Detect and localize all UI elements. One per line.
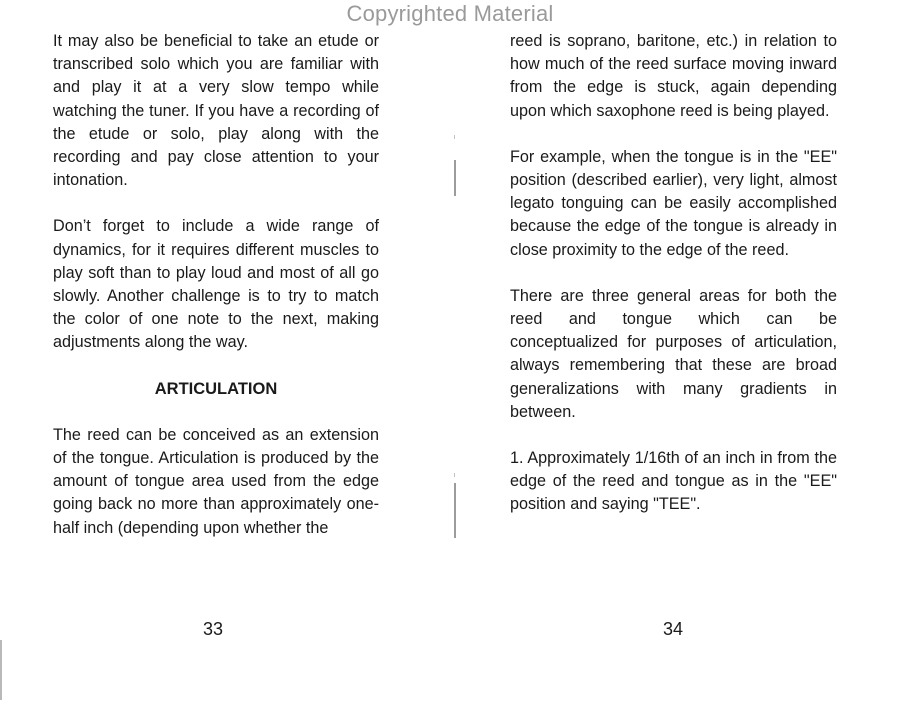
page-number-right: 34 — [663, 619, 684, 639]
left-paragraph-2: Don’t forget to include a wide range of dynamics, for it requires different muscles to play soft than to play loud and most of all go slowly. Another challenge is to try to match the color of one note to the next, making adjustments along the way. — [53, 217, 379, 352]
page-number-left: 33 — [203, 619, 224, 639]
gutter-dot-mark — [454, 473, 455, 477]
right-paragraph-1: reed is soprano, baritone, etc.) in relation to how much of the reed surface moving inward from the edge is stuck, again depending upon which saxophone reed is being played. — [510, 32, 837, 120]
right-paragraph-2: For example, when the tongue is in the "EE" position (described earlier), very light, almost legato tonguing can be easily accomplished because the edge of the tongue is already in close proximity to the edge of the reed. — [510, 147, 837, 259]
copyright-watermark: Copyrighted Material — [346, 1, 554, 26]
left-paragraph-1: It may also be beneficial to take an etude or transcribed solo which you are familiar with and play it at a very slow tempo while watching the tuner. If you have a recording of the etude or solo, play along with the recording and pay close attention to your intonation. — [53, 32, 379, 190]
gutter-line-mark — [454, 160, 456, 196]
left-paragraph-3: The reed can be conceived as an extension of the tongue. Articulation is produced by the amount of tongue area used from the edge going back no more than approximately one-half inch (depending upon whether the — [53, 425, 379, 537]
page-edge-mark — [0, 640, 2, 700]
gutter-dot-mark — [454, 135, 455, 139]
gutter-line-mark — [454, 483, 456, 538]
section-heading: ARTICULATION — [154, 379, 278, 398]
right-paragraph-4: 1. Approximately 1/16th of an inch in from the edge of the reed and tongue as in the "EE" position and saying "TEE". — [510, 449, 837, 514]
right-paragraph-3: There are three general areas for both the reed and tongue which can be conceptualized for purposes of articulation, always remembering that these are broad generalizations with many gradients in between. — [510, 286, 837, 421]
right-page — [510, 30, 837, 517]
left-page — [53, 30, 379, 540]
